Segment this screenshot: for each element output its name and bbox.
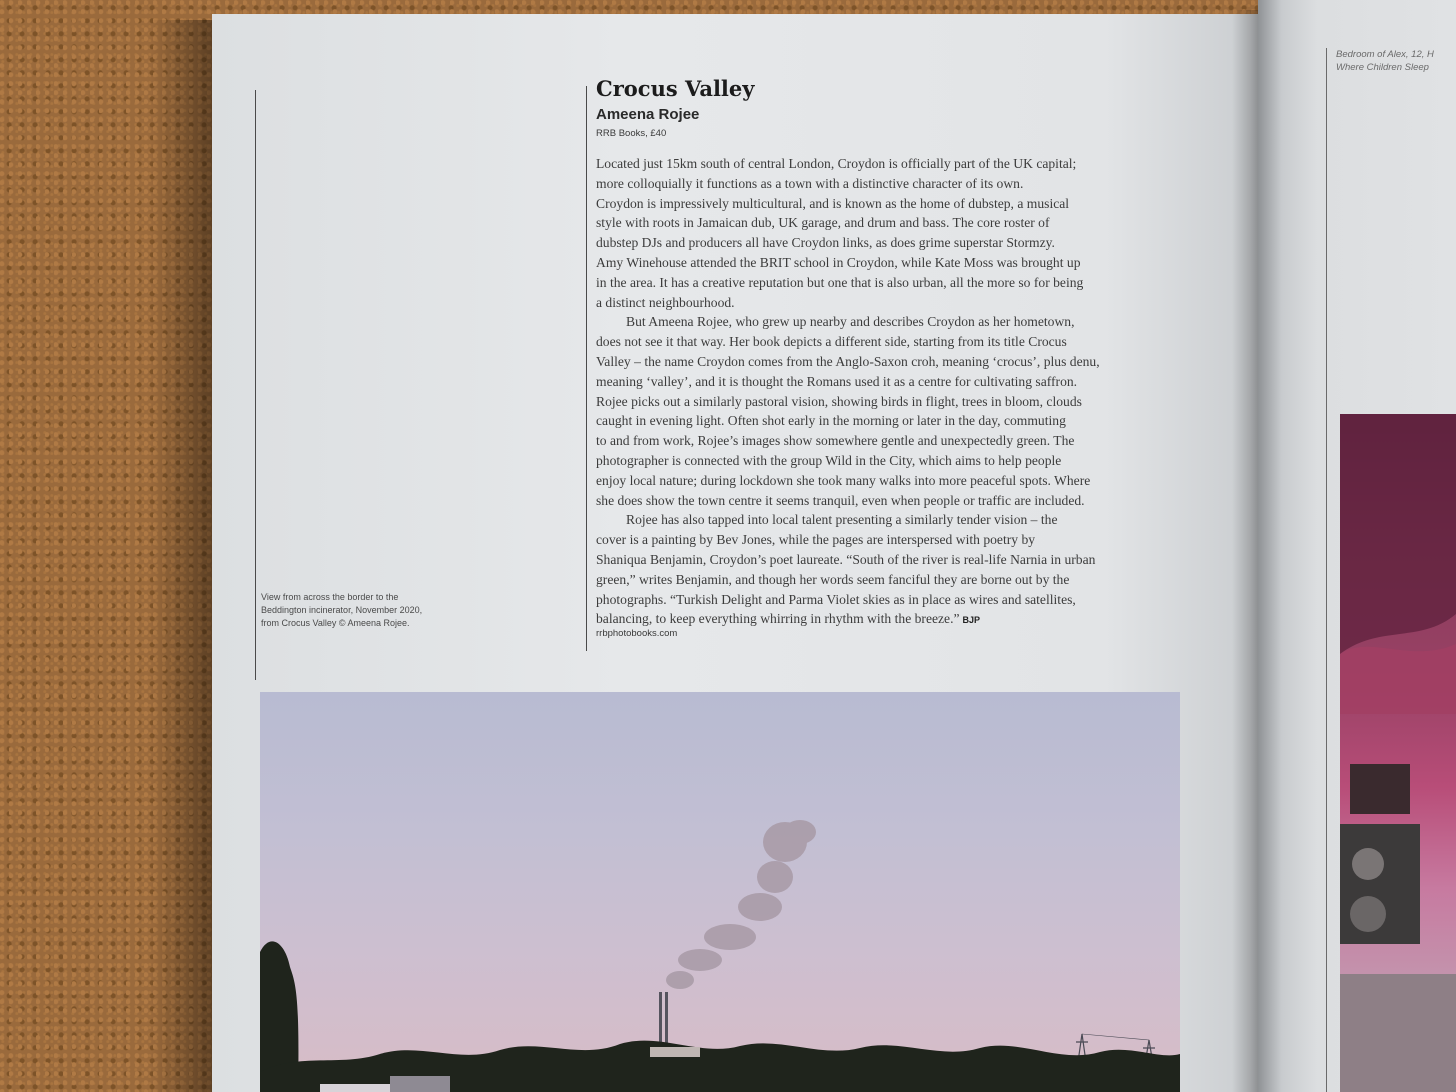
body-line: cover is a painting by Bev Jones, while the pages are interspersed with poetry by <box>596 532 1036 548</box>
body-line: photographs. “Turkish Delight and Parma Violet skies as in place as wires and satellites, <box>596 591 1076 607</box>
industrial-plant <box>650 1047 700 1057</box>
body-line: Croydon is impressively multicultural, and is known as the home of dubstep, a musical <box>596 195 1070 211</box>
body-line: a distinct neighbourhood. <box>596 294 735 310</box>
facing-caption-line: Where Children Sleep <box>1336 62 1429 73</box>
body-line: balancing, to keep everything whirring in rhythm with the breeze.” BJP <box>596 611 981 627</box>
body-line: to and from work, Rojee’s images show somewhere gentle and unexpectedly green. The <box>596 433 1075 449</box>
publisher-website: rrbphotobooks.com <box>596 628 678 639</box>
body-line: enjoy local nature; during lockdown she took many walks into more peaceful spots. Where <box>596 472 1091 488</box>
body-line: Shaniqua Benjamin, Croydon’s poet laureate. “South of the river is real-life Narnia in urban <box>596 551 1096 567</box>
bedroom-illustration <box>1340 414 1456 1092</box>
facing-page-photograph <box>1340 414 1456 1092</box>
incinerator-photograph <box>260 692 1180 1092</box>
facing-page-rule <box>1326 48 1327 1092</box>
caption-line: Beddington incinerator, November 2020, <box>261 605 423 615</box>
photo-caption <box>261 591 461 630</box>
caption-line: View from across the border to the <box>261 592 399 602</box>
facing-page-caption <box>1336 48 1456 74</box>
facing-caption-line: Bedroom of Alex, 12, H <box>1336 49 1434 60</box>
text-column-rule <box>586 86 587 651</box>
body-line: Rojee has also tapped into local talent presenting a similarly tender vision – the <box>626 512 1058 528</box>
body-line: style with roots in Jamaican dub, UK garage, and drum and bass. The core roster of <box>596 215 1050 231</box>
article-body <box>596 154 1186 631</box>
body-line: green,” writes Benjamin, and though her words seem fanciful they are borne out by the <box>596 571 1070 587</box>
body-line: she does show the town centre it seems tranquil, even when people or traffic are included. <box>596 492 1085 508</box>
publisher-price: RRB Books, £40 <box>596 128 667 139</box>
body-line: Located just 15km south of central London, Croydon is officially part of the UK capital; <box>596 156 1077 171</box>
article-title: Crocus Valley <box>596 76 755 101</box>
body-line: more colloquially it functions as a town with a distinctive character of its own. <box>596 175 1024 191</box>
body-line: meaning ‘valley’, and it is thought the Romans used it as a centre for cultivating saffron. <box>596 373 1078 389</box>
caption-column-rule <box>255 90 256 680</box>
body-line: dubstep DJs and producers all have Croydon links, as does grime superstar Stormzy. <box>596 235 1055 251</box>
body-line: in the area. It has a creative reputation but one that is also urban, all the more so for being <box>596 274 1084 290</box>
photo-illustration <box>260 692 1180 1092</box>
body-line: But Ameena Rojee, who grew up nearby and describes Croydon as her hometown, <box>626 314 1075 330</box>
body-line: photographer is connected with the group Wild in the City, which aims to help people <box>596 452 1062 468</box>
body-line: Amy Winehouse attended the BRIT school in Croydon, while Kate Moss was brought up <box>596 254 1081 270</box>
body-line: Rojee picks out a similarly pastoral vision, showing birds in flight, trees in bloom, clouds <box>596 393 1082 409</box>
television <box>1350 764 1410 814</box>
left-book-shadow <box>150 20 220 1092</box>
caption-line: from Crocus Valley © Ameena Rojee. <box>261 618 410 628</box>
author-signature: BJP <box>962 615 981 626</box>
article-author: Ameena Rojee <box>596 106 700 123</box>
body-line: does not see it that way. Her book depicts a different side, starting from its title Crocus <box>596 334 1067 350</box>
body-line: Valley – the name Croydon comes from the Anglo-Saxon croh, meaning ‘crocus’, plus denu, <box>596 353 1100 369</box>
body-line: caught in evening light. Often shot early in the morning or later in the day, commuting <box>596 413 1066 429</box>
smoke-plume <box>666 820 816 989</box>
